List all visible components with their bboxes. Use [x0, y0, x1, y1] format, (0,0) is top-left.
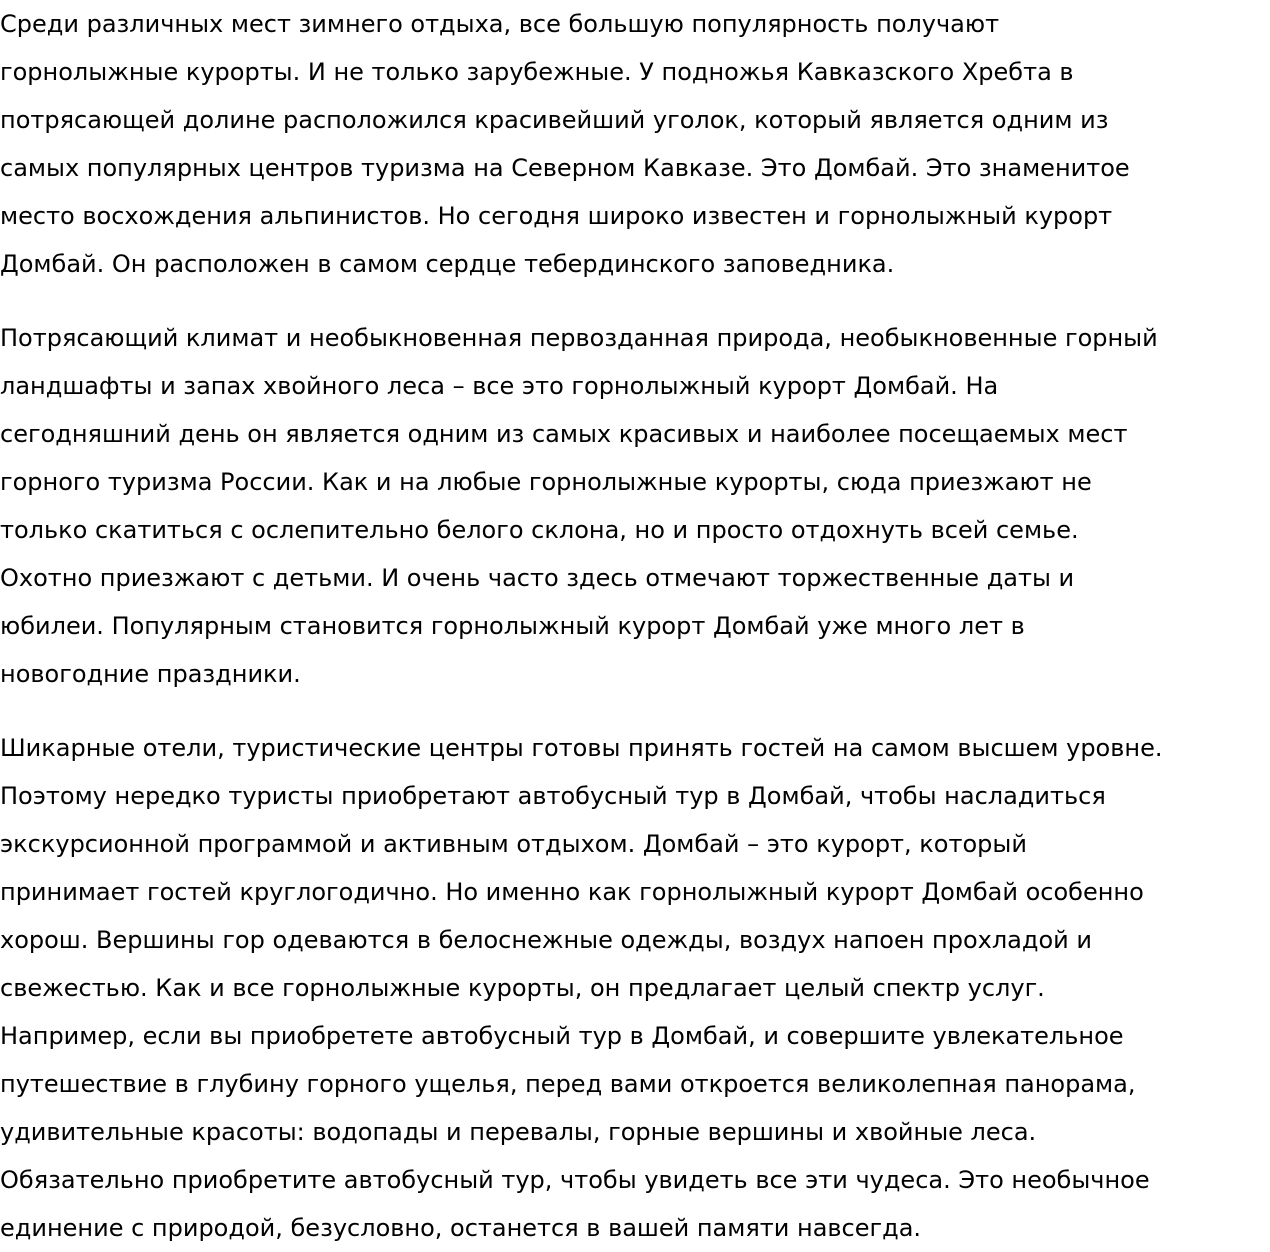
text-line: Потрясающий климат и необыкновенная первозданная природа, необыкновенные горный: [0, 324, 1158, 352]
text-line: юбилеи. Популярным становится горнолыжный курорт Домбай уже много лет в: [0, 612, 1025, 640]
text-line: свежестью. Как и все горнолыжные курорты, он предлагает целый спектр услуг.: [0, 974, 1045, 1002]
text-line: Домбай. Он расположен в самом сердце тебердинского заповедника.: [0, 250, 895, 278]
text-line: горнолыжные курорты. И не только зарубежные. У подножья Кавказского Хребта в: [0, 58, 1074, 86]
text-line: путешествие в глубину горного ущелья, перед вами откроется великолепная панорама,: [0, 1070, 1136, 1098]
text-line: экскурсионной программой и активным отдыхом. Домбай – это курорт, который: [0, 830, 1027, 858]
text-line: единение с природой, безусловно, останется в вашей памяти навсегда.: [0, 1214, 922, 1242]
text-line: только скатиться с ослепительно белого склона, но и просто отдохнуть всей семье.: [0, 516, 1079, 544]
text-line: сегодняшний день он является одним из самых красивых и наиболее посещаемых мест: [0, 420, 1128, 448]
text-line: хорош. Вершины гор одеваются в белоснежные одежды, воздух напоен прохладой и: [0, 926, 1092, 954]
text-line: новогодние праздники.: [0, 660, 301, 688]
text-line: Поэтому нередко туристы приобретают автобусный тур в Домбай, чтобы насладиться: [0, 782, 1106, 810]
text-line: удивительные красоты: водопады и перевалы, горные вершины и хвойные леса.: [0, 1118, 1037, 1146]
text-line: ландшафты и запах хвойного леса – все это горнолыжный курорт Домбай. На: [0, 372, 999, 400]
text-line: Обязательно приобретите автобусный тур, чтобы увидеть все эти чудеса. Это необычное: [0, 1166, 1150, 1194]
text-line: Охотно приезжают с детьми. И очень часто здесь отмечают торжественные даты и: [0, 564, 1075, 592]
text-line: самых популярных центров туризма на Северном Кавказе. Это Домбай. Это знаменитое: [0, 154, 1130, 182]
text-line: Шикарные отели, туристические центры готовы принять гостей на самом высшем уровне.: [0, 734, 1163, 762]
paragraph-2: [0, 314, 1270, 698]
text-line: горного туризма России. Как и на любые горнолыжные курорты, сюда приезжают не: [0, 468, 1092, 496]
paragraph-3: [0, 724, 1270, 1252]
text-line: Например, если вы приобретете автобусный тур в Домбай, и совершите увлекательное: [0, 1022, 1124, 1050]
text-line: принимает гостей круглогодично. Но именно как горнолыжный курорт Домбай особенно: [0, 878, 1144, 906]
text-line: потрясающей долине расположился красивейший уголок, который является одним из: [0, 106, 1109, 134]
text-line: место восхождения альпинистов. Но сегодня широко известен и горнолыжный курорт: [0, 202, 1113, 230]
paragraph-1: [0, 0, 1270, 288]
text-line: Среди различных мест зимнего отдыха, все большую популярность получают: [0, 10, 1000, 38]
